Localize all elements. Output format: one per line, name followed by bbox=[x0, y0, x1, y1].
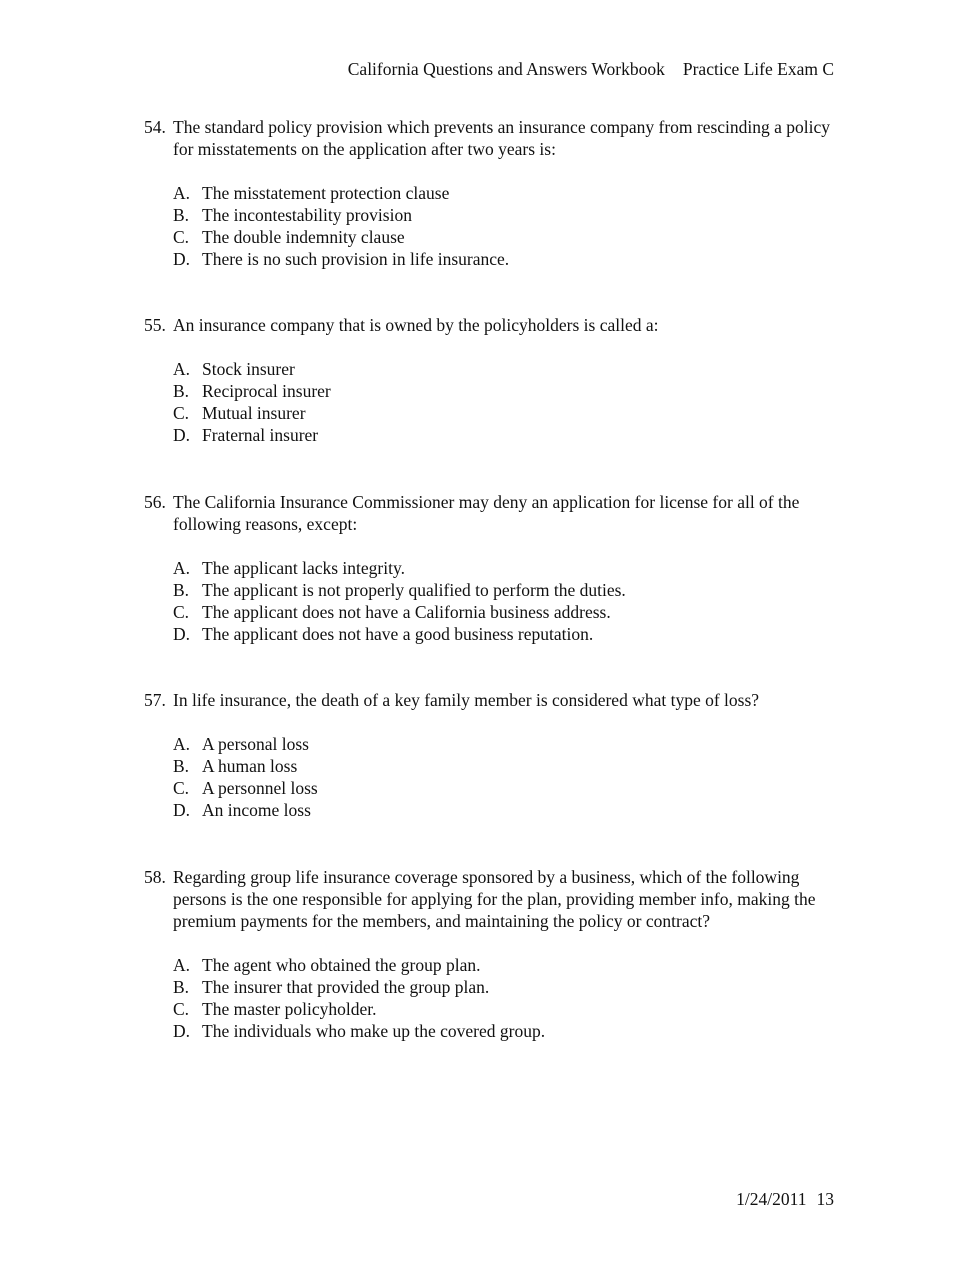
answer-option-b: B. A human loss bbox=[173, 756, 298, 776]
question-text: The standard policy provision which prevents an insurance company from rescinding a policy for misstatements on the application after two years is: bbox=[173, 117, 831, 159]
answer-options bbox=[144, 954, 844, 1042]
question-text: Regarding group life insurance coverage sponsored by a business, which of the following persons is the one responsible for applying for the plan, providing member info, making the premium payments for the members, and maintaining the policy or contract? bbox=[173, 867, 816, 931]
question-58 bbox=[144, 866, 844, 1042]
answer-options bbox=[144, 733, 844, 821]
question-text: The California Insurance Commissioner may deny an application for license for all of the following reasons, except: bbox=[173, 492, 800, 534]
answer-option-a: A. Stock insurer bbox=[173, 359, 295, 379]
answer-option-d: D. Fraternal insurer bbox=[173, 425, 319, 445]
answer-option-b: B. The incontestability provision bbox=[173, 205, 412, 225]
answer-option-b: B. The insurer that provided the group plan. bbox=[173, 977, 490, 997]
answer-option-c: C. The master policyholder. bbox=[173, 999, 377, 1019]
answer-option-c: C. The applicant does not have a California business address. bbox=[173, 602, 611, 622]
page-footer bbox=[736, 1188, 834, 1210]
footer-date: 1/24/2011 bbox=[736, 1189, 807, 1209]
answer-option-a: A. The agent who obtained the group plan. bbox=[173, 955, 481, 975]
answer-option-b: B. Reciprocal insurer bbox=[173, 381, 331, 401]
exam-title: Practice Life Exam C bbox=[682, 59, 834, 79]
answer-options bbox=[144, 358, 844, 446]
answer-option-d: D. An income loss bbox=[173, 800, 311, 820]
question-number: 58. bbox=[144, 867, 166, 887]
answer-option-d: D. The individuals who make up the covered group. bbox=[173, 1021, 546, 1041]
answer-options bbox=[144, 557, 844, 645]
answer-option-c: C. A personnel loss bbox=[173, 778, 318, 798]
answer-option-b: B. The applicant is not properly qualified to perform the duties. bbox=[173, 580, 626, 600]
question-text: In life insurance, the death of a key family member is considered what type of loss? bbox=[173, 690, 760, 710]
page-number: 13 bbox=[816, 1189, 834, 1209]
question-number: 56. bbox=[144, 492, 166, 512]
page-header bbox=[348, 58, 834, 80]
answer-option-a: A. The applicant lacks integrity. bbox=[173, 558, 405, 578]
question-57 bbox=[144, 689, 844, 821]
question-54 bbox=[144, 116, 844, 270]
answer-options bbox=[144, 182, 844, 270]
question-number: 54. bbox=[144, 117, 166, 137]
answer-option-a: A. A personal loss bbox=[173, 734, 309, 754]
answer-option-c: C. Mutual insurer bbox=[173, 403, 306, 423]
answer-option-d: D. The applicant does not have a good business reputation. bbox=[173, 624, 594, 644]
question-number: 57. bbox=[144, 690, 166, 710]
workbook-title: California Questions and Answers Workbook bbox=[347, 59, 665, 79]
question-text: An insurance company that is owned by the policyholders is called a: bbox=[173, 315, 659, 335]
question-number: 55. bbox=[144, 315, 166, 335]
answer-option-d: D. There is no such provision in life insurance. bbox=[173, 249, 510, 269]
answer-option-c: C. The double indemnity clause bbox=[173, 227, 405, 247]
question-55 bbox=[144, 314, 844, 446]
question-56 bbox=[144, 491, 844, 645]
answer-option-a: A. The misstatement protection clause bbox=[173, 183, 450, 203]
